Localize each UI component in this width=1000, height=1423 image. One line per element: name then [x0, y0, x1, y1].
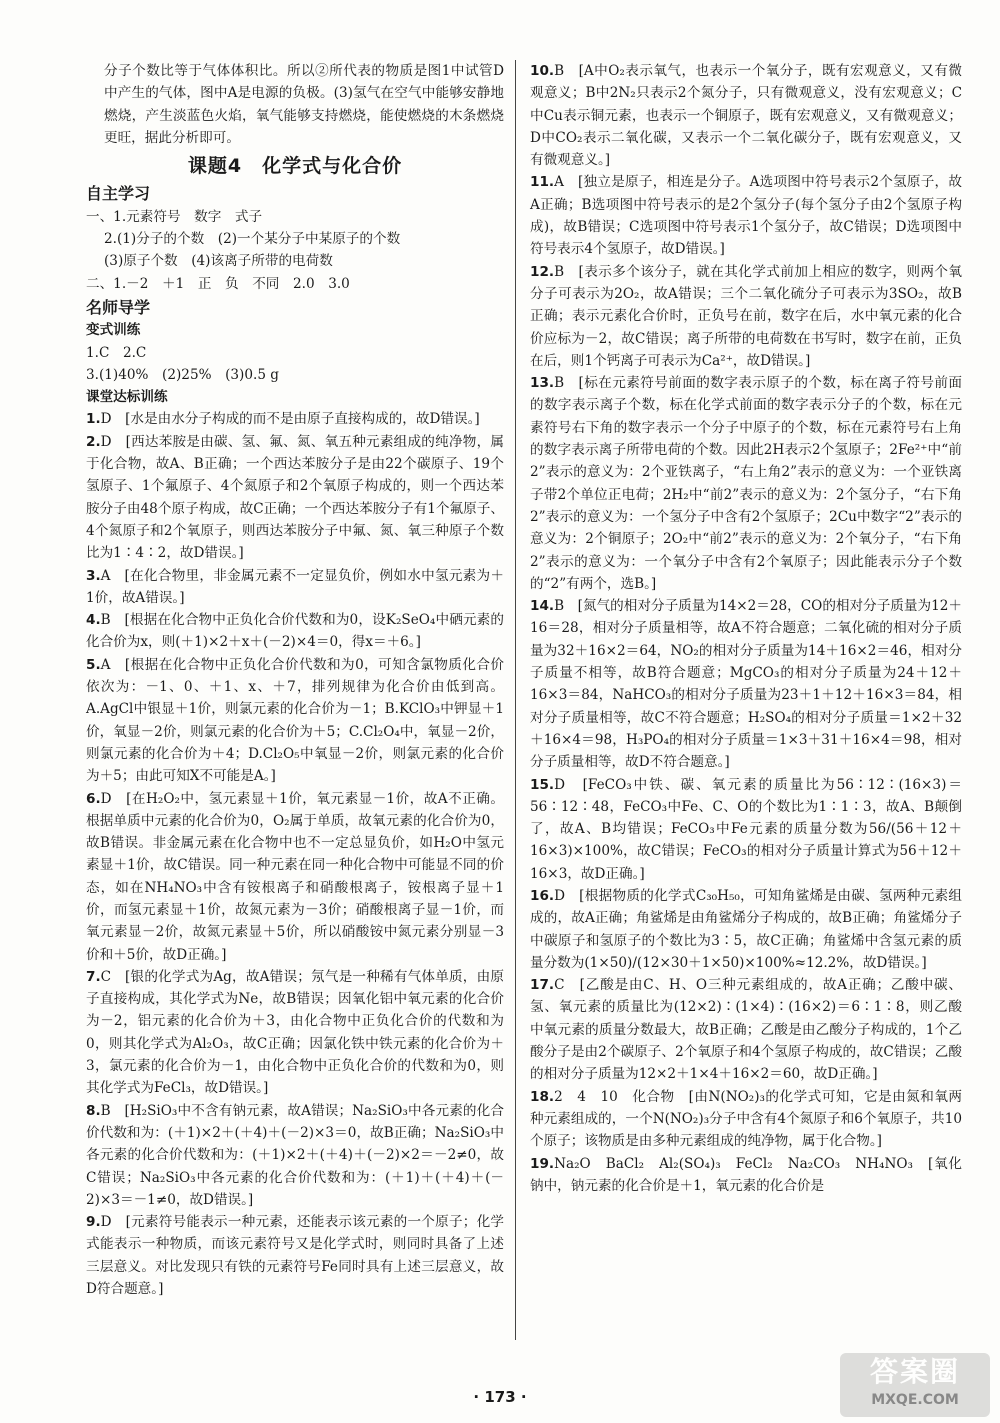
intro-paragraph: 分子个数比等于气体体积比。所以②所代表的物质是图1中试管D中产生的气体，图中A是电源的负极。(3)氢气在空气中能够安静地燃烧，产生淡蓝色火焰，氧气能够支持燃烧，能使燃烧的木条燃烧更旺，据此分析即可。 — [104, 63, 504, 146]
section-heading-zizhu: 自主学习 — [86, 184, 151, 204]
zizhu-line-3: (3)原子个数 (4)该离子所带的电荷数 — [104, 253, 333, 270]
bianshi-line-2: 3.(1)40% (2)25% (3)0.5 g — [86, 366, 279, 383]
answer-item: 5.A [根据在化合物中正负化合价代数和为0，可知含氯物质化合价依次为：－1、0、＋1、x、＋7，排列规律为化合价由低到高。A.AgCl中银显＋1价，则氯元素的化合价为－1；B.KClO₃中钾显＋1价，氧显－2价，则氯元素的化合价为＋5；C.Cl₂O₄中，氧显－2价，则氯元素的化合价为＋4；D.Cl₂O₅中氧显－2价，则氯元素的化合价为＋5；由此可知X不可能是A。] — [86, 656, 504, 785]
page-number: · 173 · — [473, 1388, 527, 1406]
answer-item: 8.B [H₂SiO₃中不含有钠元素，故A错误；Na₂SiO₃中各元素的化合价代数和为：(＋1)×2＋(＋4)＋(－2)×3＝0，故B正确；Na₂SiO₃中各元素的化合价代数和为：(＋1)×2＋(＋4)＋(－2)×2＝－2≠0，故C错误；Na₂SiO₃中各元素的化合价代数和为：(＋1)＋(＋4)＋(－2)×3＝－1≠0，故D错误。] — [86, 1102, 504, 1208]
zizhu-line-4: 二、1.－2 ＋1 正 负 不同 2.0 3.0 — [86, 275, 350, 292]
left-column — [86, 60, 504, 1300]
lesson-title: 课题4 化学式与化合价 — [187, 155, 403, 178]
watermark-url: MXQE.COM — [871, 1392, 959, 1408]
answer-item: 6.D [在H₂O₂中，氢元素显＋1价，氧元素显－1价，故A不正确。根据单质中元素的化合价为0，O₂属于单质，故氧元素的化合价为0，故B错误。非金属元素在化合物中也不一定总显负价，如H₂O中氢元素显＋1价，故C错误。同一种元素在同一种化合物中可能显不同的价态，如在NH₄NO₃中含有铵根离子和硝酸根离子，铵根离子显＋1价，而氢元素显＋1价，故氮元素为－3价；硝酸根离子显－1价，而氧元素显－2价，故氮元素显＋5价，所以硝酸铵中氮元素分别显－3价和＋5价，故D正确。] — [86, 790, 504, 963]
watermark-logo — [840, 1353, 990, 1417]
column-divider — [515, 60, 516, 1340]
watermark-text: 答案圈 — [869, 1355, 960, 1388]
answer-item: 14.B [氮气的相对分子质量为14×2＝28，CO的相对分子质量为12＋16＝28，相对分子质量相等，故A不符合题意；二氧化硫的相对分子质量为32＋16×2＝64，NO₂的相对分子质量为14＋16×2＝46，相对分子质量不相等，故B符合题意；MgCO₃的相对分子质量为24＋12＋16×3＝84，NaHCO₃的相对分子质量为23＋1＋12＋16×3＝84，相对分子质量相等，故C不符合题意；H₂SO₄的相对分子质量＝1×2＋32＋16×4＝98，H₃PO₄的相对分子质量＝1×3＋31＋16×4＝98，相对分子质量相等，故D不符合题意。] — [530, 598, 962, 771]
answer-item: 11.A [独立是原子，相连是分子。A选项图中符号表示2个氢原子，故A正确；B选项图中符号表示的是2个氢分子(每个氢分子由2个氢原子构成)，故B错误；C选项图中符号表示1个氢分子，故C错误；D选项图中符号表示4个氢原子，故D错误。] — [530, 174, 962, 258]
answer-item: 1.D [水是由水分子构成的而不是由原子直接构成的，故D错误。] — [86, 411, 480, 428]
subheading-ketang: 课堂达标训练 — [86, 389, 168, 406]
answer-item: 16.D [根据物质的化学式C₃₀H₅₀，可知角鲨烯是由碳、氢两种元素组成的，故A正确；角鲨烯是由角鲨烯分子构成的，故B正确；角鲨烯分子中碳原子和氢原子的个数比为3∶5，故C正确；角鲨烯中含氢元素的质量分数为(1×50)/(12×30＋1×50)×100%≈12.2%，故D错误。] — [530, 887, 962, 971]
zizhu-line-1: 一、1.元素符号 数字 式子 — [86, 208, 263, 225]
answer-item: 4.B [根据在化合物中正负化合价代数和为0，设K₂SeO₄中硒元素的化合价为x，则(＋1)×2＋x＋(－2)×4＝0，得x＝＋6。] — [86, 612, 504, 651]
bianshi-line-1: 1.C 2.C — [86, 344, 147, 361]
answer-item: 7.C [银的化学式为Ag，故A错误；氖气是一种稀有气体单质，由原子直接构成，其化学式为Ne，故B错误；因氧化铝中氧元素的化合价为－2，铝元素的化合价为＋3，由化合物中正负化合价的代数和为0，则其化学式为Al₂O₃，故C正确；因氯化铁中铁元素的化合价为＋3，氯元素的化合价为－1，由化合物中正负化合价的代数和为0，则其化学式为FeCl₃，故D错误。] — [86, 968, 504, 1097]
answer-item: 3.A [在化合物里，非金属元素不一定显负价，例如水中氢元素为＋1价，故A错误。] — [86, 567, 504, 606]
answer-item: 19.Na₂O BaCl₂ Al₂(SO₄)₃ FeCl₂ Na₂CO₃ NH₄NO₃ [氧化钠中，钠元素的化合价是＋1，氧元素的化合价是 — [530, 1155, 962, 1194]
right-column — [530, 60, 962, 1197]
subheading-bianshi: 变式训练 — [86, 322, 141, 339]
zizhu-line-2: 2.(1)分子的个数 (2)一个某分子中某原子的个数 — [104, 231, 401, 248]
answer-item: 9.D [元素符号能表示一种元素，还能表示该元素的一个原子；化学式能表示一种物质，而该元素符号又是化学式时，则同时具备了上述三层意义。对比发现只有铁的元素符号Fe同时具有上述三层意义，故D符合题意。] — [86, 1214, 504, 1298]
left-answer-list — [86, 408, 504, 1300]
answer-item: 18.2 4 10 化合物 [由N(NO₂)₃的化学式可知，它是由氮和氧两种元素组成的，一个N(NO₂)₃分子中含有4个氮原子和6个氧原子，共10个原子；该物质是由多种元素组成的纯净物，属于化合物。] — [530, 1088, 962, 1150]
answer-item: 2.D [西达苯胺是由碳、氢、氟、氮、氧五种元素组成的纯净物，属于化合物，故A、B正确；一个西达苯胺分子是由22个碳原子、19个氢原子、1个氟原子、4个氮原子和2个氧原子构成的，则一个西达苯胺分子由48个原子构成，故C正确；一个西达苯胺分子有1个氟原子、4个氮原子和2个氧原子，则西达苯胺分子中氟、氮、氧三种原子个数比为1∶4∶2，故D错误。] — [86, 433, 504, 562]
answer-item: 17.C [乙酸是由C、H、O三种元素组成的，故A正确；乙酸中碳、氢、氧元素的质量比为(12×2)∶(1×4)∶(16×2)＝6∶1∶8，则乙酸中氧元素的质量分数最大，故B正确；乙酸是由乙酸分子构成的，1个乙酸分子是由2个碳原子、2个氧原子和4个氢原子构成的，故C错误；乙酸的相对分子质量为12×2＋1×4＋16×2＝60，故D正确。] — [530, 977, 962, 1083]
answer-item: 13.B [标在元素符号前面的数字表示原子的个数，标在离子符号前面的数字表示离子个数，标在化学式前面的数字表示分子的个数，标在元素符号右下角的数字表示一个分子中原子的个数，标在元素符号右上角的数字表示离子所带电荷的个数。因此2H表示2个氢原子；2Fe²⁺中“前2”表示的意义为：2个亚铁离子，“右上角2”表示的意义为：一个亚铁离子带2个单位正电荷；2H₂中“前2”表示的意义为：2个氢分子，“右下角2”表示的意义为：一个氢分子中含有2个氢原子；2Cu中数字“2”表示的意义为：2个铜原子；2O₂中“前2”表示的意义为：2个氧分子，“右下角2”表示的意义为：一个氧分子中含有2个氧原子；因此能表示分子个数的“2”有两个，选B。] — [530, 375, 962, 592]
answer-item: 10.B [A中O₂表示氧气，也表示一个氧分子，既有宏观意义，又有微观意义；B中2N₂只表示2个氮分子，只有微观意义，没有宏观意义；C中Cu表示铜元素，也表示一个铜原子，既有宏观意义，又有微观意义；D中CO₂表示二氧化碳，又表示一个二氧化碳分子，既有宏观意义，又有微观意义。] — [530, 63, 962, 169]
section-heading-mingshi: 名师导学 — [86, 297, 151, 317]
answer-item: 15.D [FeCO₃中铁、碳、氧元素的质量比为56∶12∶(16×3)＝56∶12∶48，FeCO₃中Fe、C、O的个数比为1∶1∶3，故A、B颠倒了，故A、B均错误；FeCO₃中Fe元素的质量分数为56/(56＋12＋16×3)×100%，故C错误；FeCO₃的相对分子质量计算式为56＋12＋16×3，故D正确。] — [530, 776, 962, 882]
answer-item: 12.B [表示多个该分子，就在其化学式前加上相应的数字，则两个氧分子可表示为2O₂，故A错误；三个二氧化硫分子可表示为3SO₂，故B正确；表示元素化合价时，正负号在前，数字在后，水中氧元素的化合价应标为－2，故C错误；离子所带的电荷数在书写时，数字在前，正负在后，则1个钙离子可表示为Ca²⁺，故D错误。] — [530, 263, 962, 369]
